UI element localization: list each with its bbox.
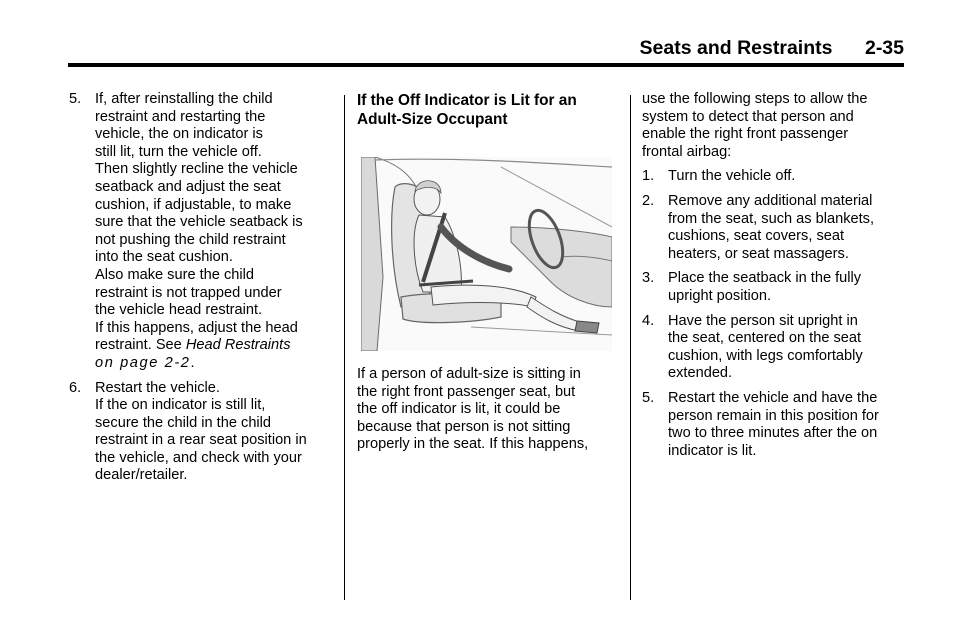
column-2-body [357,366,625,454]
item-number: 5. [69,91,82,107]
item-text: If, after reinstalling the child restraint and restarting the vehicle, the on indicator is still lit, turn the vehicle off. Then slightly recline the vehicle seatback and adjust the seat cushion, if adjustable, to make sure that the vehicle seatback is not pushing the child restraint into the seat cushion. [95,91,303,266]
column-2 [357,91,625,129]
item-paragraph: If the on indicator is still lit, secure the child in the child restraint in a rear seat position in the vehicle, and check with your dealer/retailer. [95,397,307,484]
column-3 [642,91,910,460]
item-number: 6. [69,379,82,396]
page-number: 2-35 [864,37,904,59]
column-1 [69,91,337,485]
list-item [69,380,337,486]
list-item: 4. Have the person sit upright in the seat, centered on the seat cushion, with legs comfortably extended. [642,312,863,382]
occupant-seated-illustration [361,157,612,351]
list-item: 2. Remove any additional material from the seat, such as blankets, cushions, seat covers, seat heaters, or seat massagers. [642,192,875,262]
cross-reference-link[interactable]: Head Restraints [185,337,291,354]
list-item: 5. Restart the vehicle and have the person remain in this position for two to three minutes after the on indicator is lit. [642,389,879,459]
list-item: 3. Place the seatback in the fully upright position. [642,270,862,304]
page-header [640,37,904,60]
column-divider [344,95,345,600]
list-item: 1. Turn the vehicle off. [642,168,796,185]
list-item [69,91,337,373]
body-paragraph: If a person of adult-size is sitting in the right front passenger seat, but the off indicator is lit, it could be because that person is not sitting properly in the seat. If this happens, [357,366,589,453]
item-paragraph: Also make sure the child restraint is not trapped under the vehicle head restraint. If this happens, adjust the head restraint. See Head Restraints on page 2-2. [95,266,298,371]
intro-paragraph: use the following steps to allow the system to detect that person and enable the right front passenger frontal airbag: [642,91,868,160]
column-divider [630,95,631,600]
section-title: Seats and Restraints [639,37,833,59]
header-rule [68,63,904,67]
item-text: Restart the vehicle. [95,379,220,396]
section-heading: If the Off Indicator is Lit for an Adult-Size Occupant [357,92,577,128]
cross-reference-page[interactable]: on page 2-2 [95,354,191,371]
